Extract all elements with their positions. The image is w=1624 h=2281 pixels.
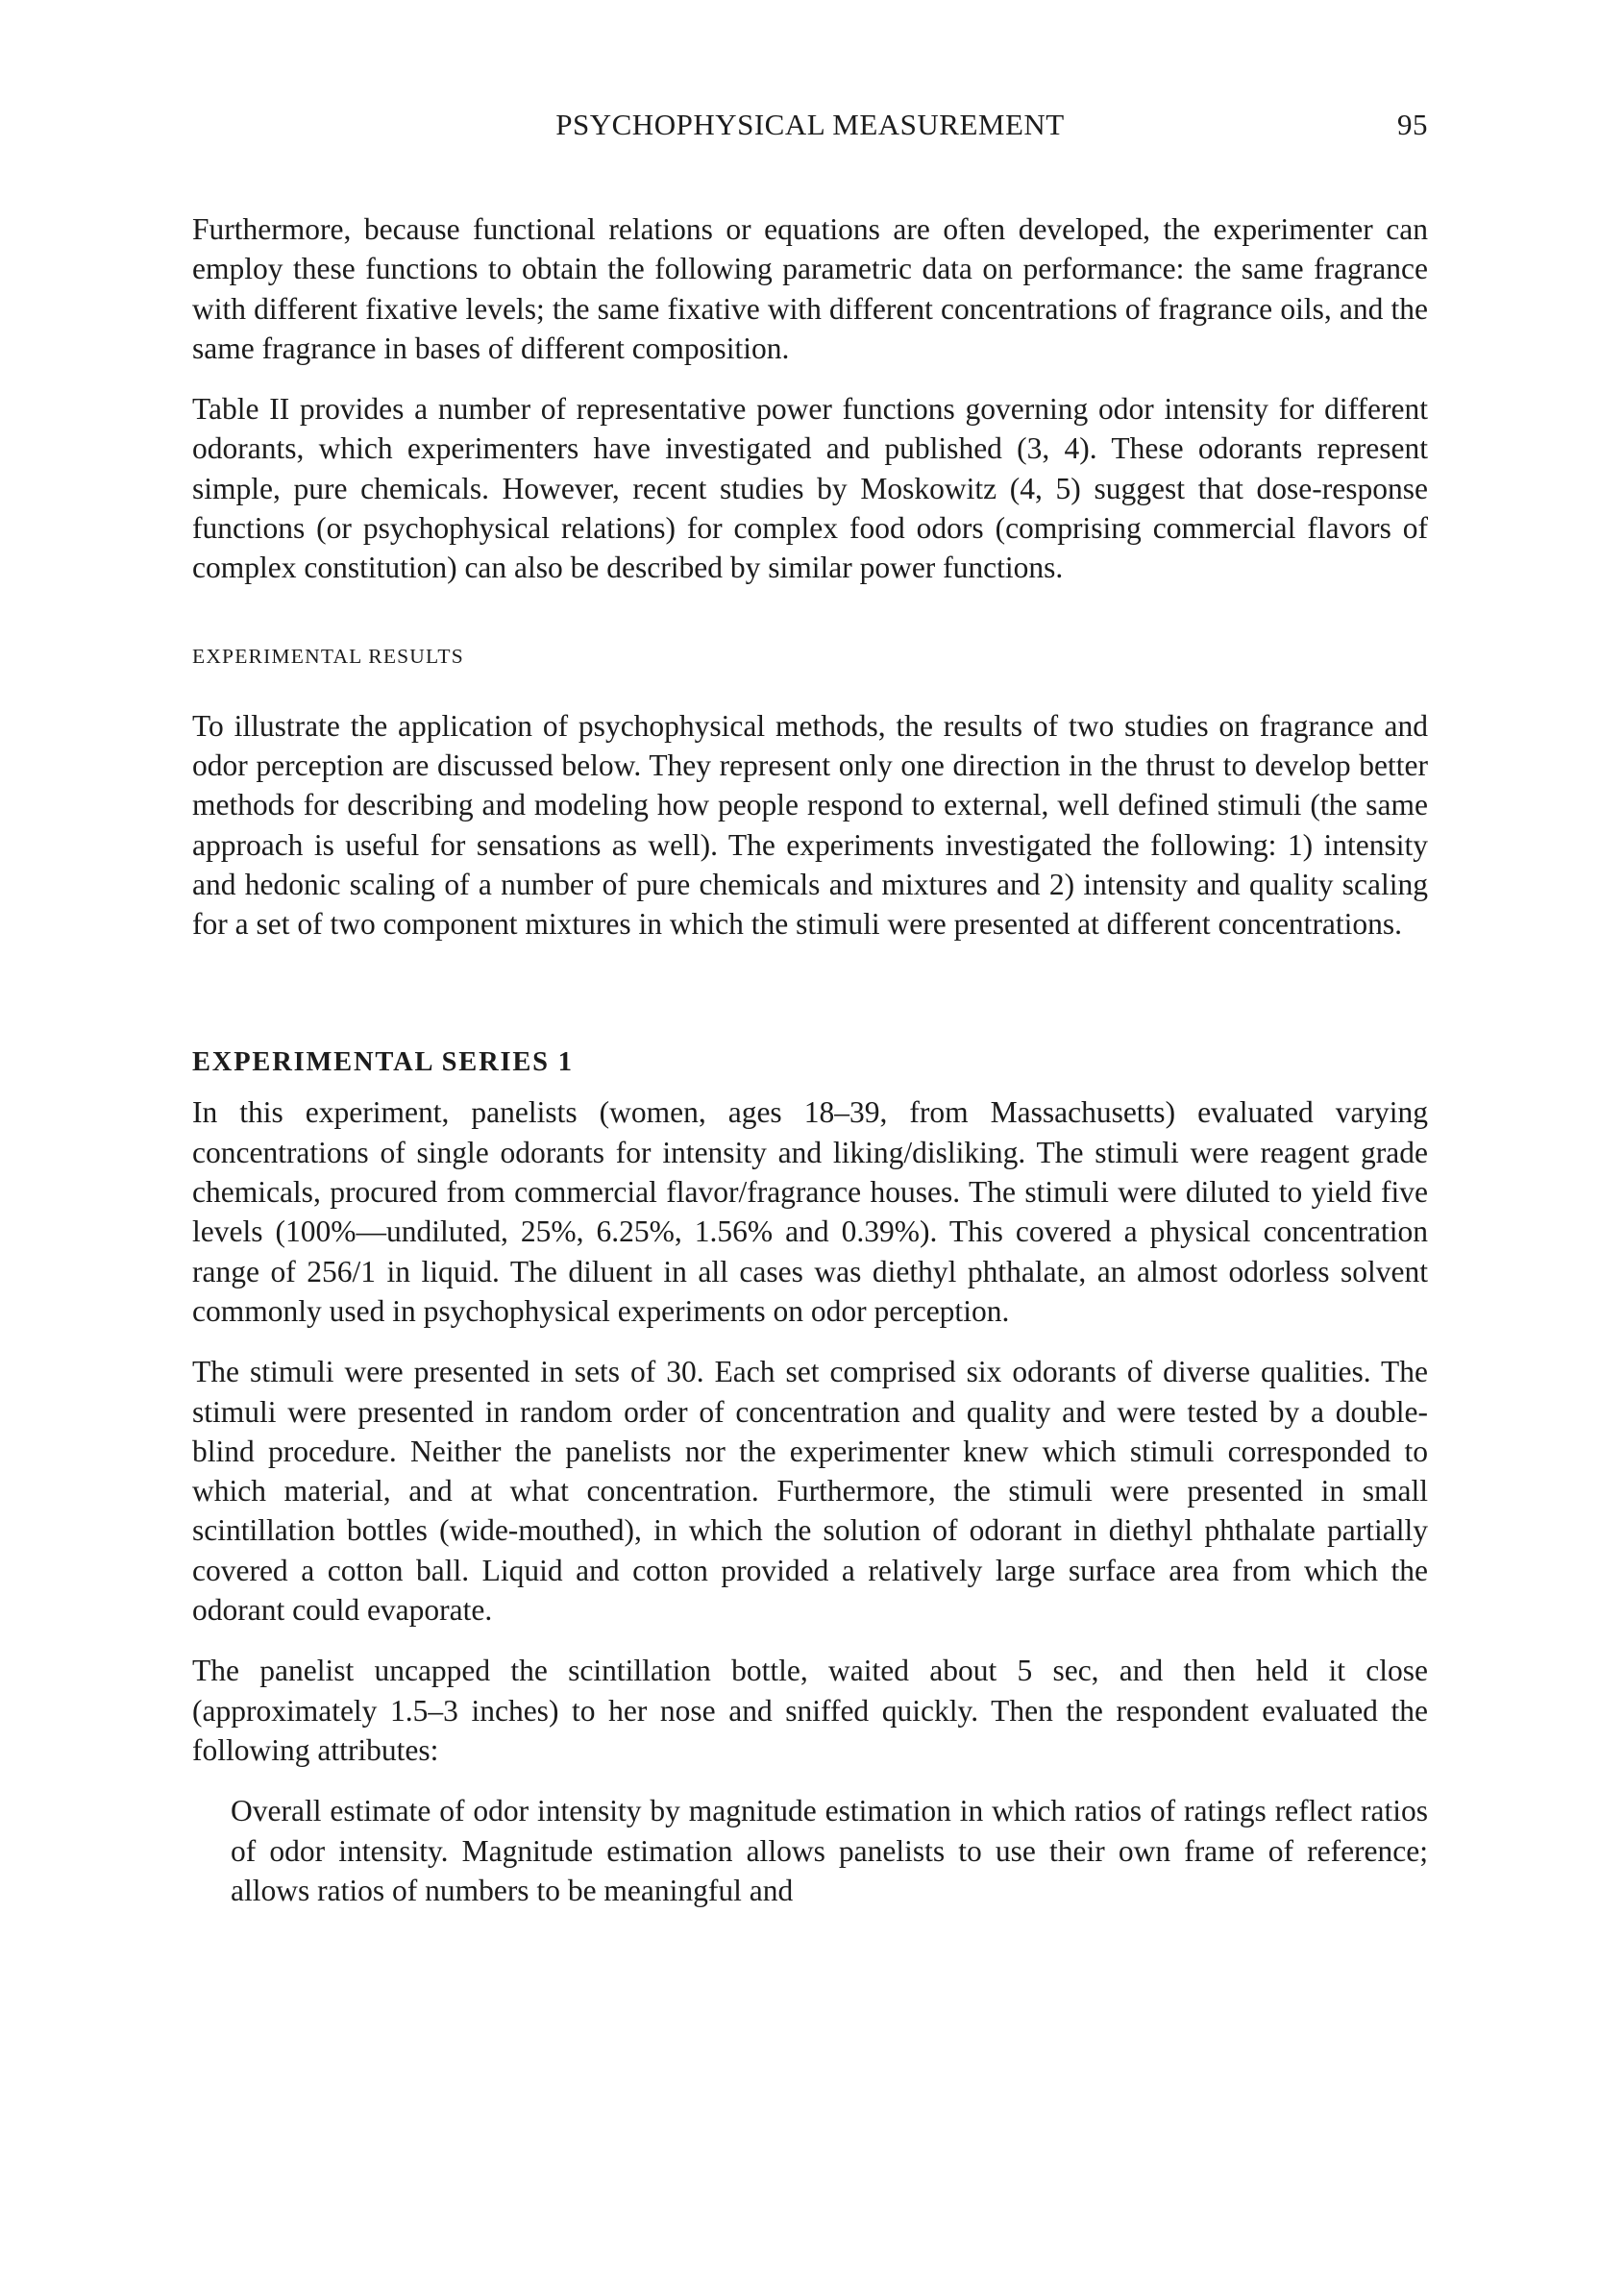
page-number: 95 bbox=[1397, 108, 1428, 141]
paragraph-series-1-method: In this experiment, panelists (women, ages 18–39, from Massachusetts) evaluated varying concentrations of single odorants for intensity and liking/disliking. The stimuli were reagent grade chemicals, procured from commercial flavor/fragrance houses. The stimuli were diluted to yield five levels (100%—undiluted, 25%, 6.25%, 1.56% and 0.39%). This covered a physical concentration range of 256/1 in liquid. The diluent in all cases was diethyl phthalate, an almost odorless solvent commonly used in psychophysical experiments on odor perception. bbox=[192, 1095, 1428, 1328]
paragraph-magnitude-estimation: Overall estimate of odor intensity by magnitude estimation in which ratios of ratings reflect ratios of odor intensity. Magnitude estimation allows panelists to use their own frame of reference; allows ratios of numbers to be meaningful and bbox=[231, 1794, 1428, 1907]
paragraph-panelist-procedure: The panelist uncapped the scintillation bottle, waited about 5 sec, and then held it close (approximately 1.5–3 inches) to her nose and sniffed quickly. Then the respondent evaluated the following attributes: bbox=[192, 1654, 1428, 1767]
paragraph-experiments-overview: To illustrate the application of psychophysical methods, the results of two studies on fragrance and odor perception are discussed below. They represent only one direction in the thrust to develop better methods for describing and modeling how people respond to external, well defined stimuli (the same approach is useful for sensations as well). The experiments investigated the following: 1) intensity and hedonic scaling of a number of pure chemicals and mixtures and 2) intensity and quality scaling for a set of two component mixtures in which the stimuli were presented at different concentrations. bbox=[192, 708, 1428, 942]
section-heading-experimental-series-1: EXPERIMENTAL SERIES 1 bbox=[192, 1047, 574, 1078]
running-title: PSYCHOPHYSICAL MEASUREMENT bbox=[555, 108, 1065, 141]
running-head bbox=[192, 108, 1428, 146]
paragraph-parametric-data: Furthermore, because functional relations or equations are often developed, the experimenter can employ these functions to obtain the following parametric data on performance: the same fragrance with different fixative levels; the same fixative with different concentrations of fragrance oils, and the same fragrance in bases of different composition. bbox=[192, 212, 1428, 365]
paragraph-stimuli-presentation: The stimuli were presented in sets of 30. Each set comprised six odorants of diverse qualities. The stimuli were presented in random order of concentration and quality and were tested by a double-blind procedure. Neither the panelists nor the experimenter knew which stimuli corresponded to which material, and at what concentration. Furthermore, the stimuli were presented in small scintillation bottles (wide-mouthed), in which the solution of odorant in diethyl phthalate partially covered a cotton ball. Liquid and cotton provided a relatively large surface area from which the odorant could evaporate. bbox=[192, 1355, 1428, 1628]
body-text bbox=[192, 209, 1428, 1910]
section-heading-experimental-results: EXPERIMENTAL RESULTS bbox=[192, 644, 464, 668]
paragraph-power-functions: Table II provides a number of representative power functions governing odor intensity for different odorants, which experimenters have investigated and published (3, 4). These odorants represent simple, pure chemicals. However, recent studies by Moskowitz (4, 5) suggest that dose-response functions (or psychophysical relations) for complex food odors (comprising commercial flavors of complex constitution) can also be described by similar power functions. bbox=[192, 392, 1428, 585]
